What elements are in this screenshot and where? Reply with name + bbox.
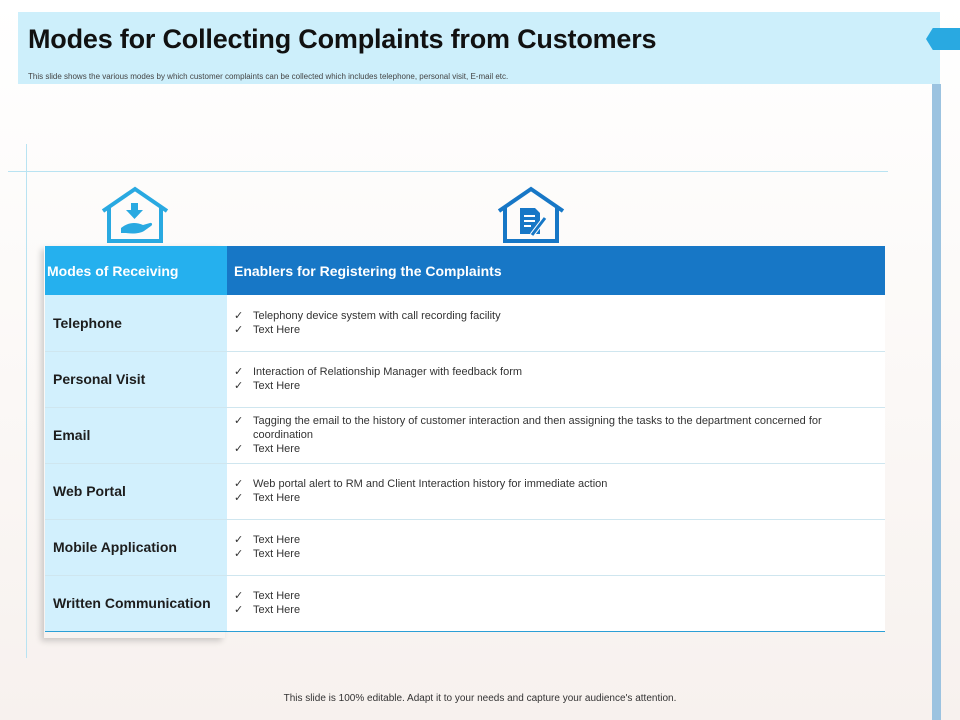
column-header-modes: Modes of Receiving [45,246,227,295]
enabler-list [234,365,877,393]
enablers-cell [227,407,885,463]
table-header-row [45,246,885,295]
right-edge-bar [932,84,941,720]
check-icon: ✓ [234,548,244,560]
complaint-modes-table [45,246,885,632]
column-header-enablers: Enablers for Registering the Complaints [227,246,885,295]
enabler-text: Web portal alert to RM and Client Interaction history for immediate action [253,478,608,490]
enabler-list [234,309,877,337]
check-icon: ✓ [234,478,244,490]
enabler-list-item [234,477,877,491]
enabler-list-item [234,323,877,337]
enabler-text: Text Here [253,323,301,336]
check-icon: ✓ [234,534,244,546]
mode-cell: Telephone [45,295,227,351]
enabler-list-item [234,547,877,561]
enablers-cell [227,519,885,575]
mode-cell: Web Portal [45,463,227,519]
enabler-list-item [234,589,877,603]
guide-line-horizontal [8,171,888,172]
corner-tab-decoration [926,28,960,50]
enablers-cell [227,295,885,351]
table-row [45,463,885,519]
guide-line-vertical [26,144,27,658]
table-row [45,575,885,631]
enablers-cell [227,575,885,631]
enabler-list [234,589,877,617]
enabler-list-item [234,414,877,442]
house-hand-download-icon [100,186,170,244]
enabler-list-item [234,365,877,379]
check-icon: ✓ [234,590,244,602]
check-icon: ✓ [234,443,244,455]
check-icon: ✓ [234,415,244,427]
enablers-cell [227,351,885,407]
enabler-text: Text Here [253,534,301,546]
enabler-list-item [234,309,877,323]
check-icon: ✓ [234,492,244,504]
check-icon: ✓ [234,366,244,378]
enabler-text: Text Here [253,590,301,602]
check-icon: ✓ [234,604,244,616]
mode-cell: Personal Visit [45,351,227,407]
enablers-cell [227,463,885,519]
table-row [45,351,885,407]
enabler-text: Interaction of Relationship Manager with feedback form [253,366,523,378]
house-document-pen-icon [496,186,566,244]
enabler-text: Tagging the email to the history of customer interaction and then assigning the tasks to the department concerned for coordination [253,415,822,441]
enabler-list [234,533,877,561]
enabler-list-item [234,533,877,547]
check-icon: ✓ [234,309,244,322]
mode-cell: Mobile Application [45,519,227,575]
table-row [45,407,885,463]
enabler-list [234,477,877,505]
mode-cell: Written Communication [45,575,227,631]
enabler-text: Text Here [253,380,301,392]
enabler-text: Text Here [253,548,301,560]
enabler-list-item [234,603,877,617]
check-icon: ✓ [234,323,244,336]
enabler-list-item [234,442,877,456]
enabler-list-item [234,491,877,505]
table-row [45,295,885,351]
enabler-text: Text Here [253,492,301,504]
enabler-list [234,414,877,456]
page-subtitle: This slide shows the various modes by which customer complaints can be collected which includes telephone, personal visit, E-mail etc. [28,72,509,81]
footer-note: This slide is 100% editable. Adapt it to your needs and capture your audience's attention. [283,693,677,704]
mode-cell: Email [45,407,227,463]
enabler-text: Text Here [253,443,301,455]
enabler-list-item [234,379,877,393]
page-title: Modes for Collecting Complaints from Customers [28,24,657,54]
enabler-text: Text Here [253,604,301,616]
table-row [45,519,885,575]
check-icon: ✓ [234,380,244,392]
enabler-text: Telephony device system with call recording facility [253,309,501,322]
